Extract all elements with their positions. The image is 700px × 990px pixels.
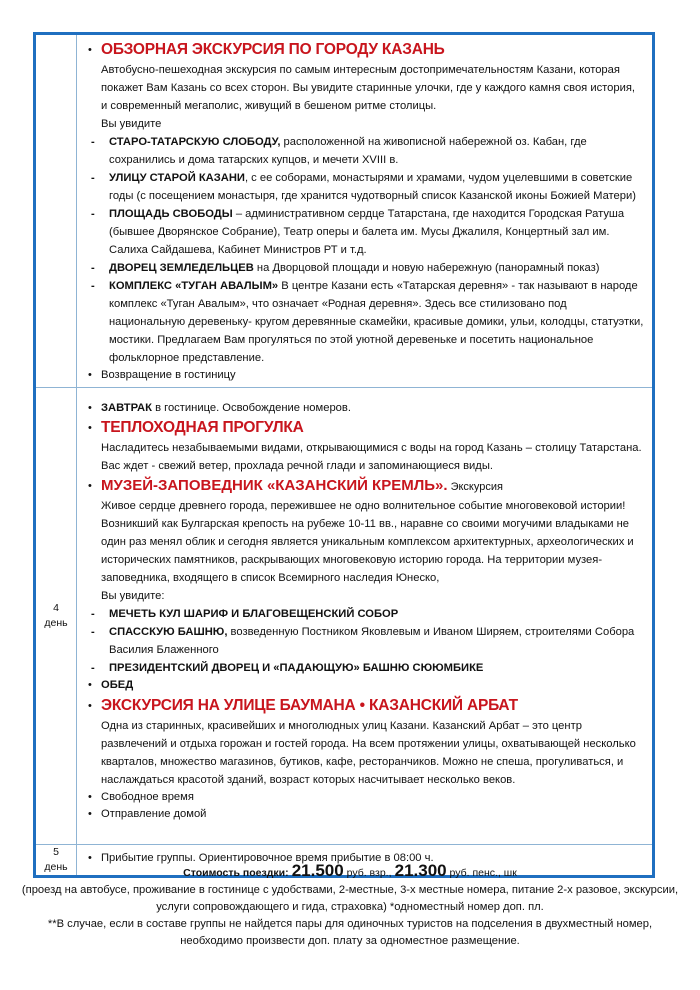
day-number: 5 <box>53 845 59 858</box>
city-tour-sights <box>101 133 644 367</box>
return-to-hotel: • Возвращение в гостиницу <box>85 367 644 385</box>
sight-item: - СПАССКУЮ БАШНЮ, возведенную Постником Яковлевым и Иваном Ширяем, строителями Собора Василия Блаженного <box>85 623 644 659</box>
bauman-title: • ЭКСКУРСИЯ НА УЛИЦЕ БАУМАНА • КАЗАНСКИЙ АРБАТ <box>101 696 518 714</box>
lunch-item: • ОБЕД <box>85 677 644 695</box>
sight-item: - УЛИЦУ СТАРОЙ КАЗАНИ, с ее соборами, монастырями и храмами, чудом уцелевшими в советские годы (с посещением монастыря, где хранится чудотворный список Казанской иконы Божией Матери) <box>85 169 644 205</box>
itinerary-table <box>33 32 655 878</box>
day4-content <box>77 388 652 844</box>
boat-trip-description: Насладитесь незабываемыми видами, открывающимися с воды на город Казань – столицу Татарстана. Вас ждет - свежий ветер, прохлада речной глади и запоминающиеся виды. <box>101 442 642 472</box>
free-time-item: • Свободное время <box>85 789 644 807</box>
pricing-section <box>20 862 680 950</box>
sight-item: - ПЛОЩАДЬ СВОБОДЫ – административном сердце Татарстана, где находится Городская Ратуша (бывшее Дворянское Собрание), Театр оперы и балета им. Мусы Джалиля, Концертный зал им. Салиха Сайдашева, Кабинет Министров РТ и т.д. <box>85 205 644 259</box>
city-tour-description: Автобусно-пешеходная экскурсия по самым интересным достопримечательностям Казани, которая покажет Вам Казань со всех сторон. Вы увидите старинные улочки, где у каждого камня своя история, и современный мегаполис, живущий в бешеном ритме столицы. <box>101 64 636 112</box>
price-line <box>20 862 680 882</box>
day-number: 4 <box>53 601 59 614</box>
adult-price-unit: руб. взр., <box>343 867 392 879</box>
price-label: Стоимость поездки: <box>183 867 289 879</box>
price-includes: (проезд на автобусе, проживание в гостинице с удобствами, 2-местные, 3-х местные номера, питание 2-х разовое, экскурсии, услуги сопровождающего и гида, страховка) *одноместный номер доп. пл. <box>21 884 679 913</box>
city-tour-item <box>85 39 644 367</box>
kremlin-item <box>85 475 644 677</box>
day-label: день <box>44 616 68 629</box>
senior-price: 21.300 <box>394 861 447 880</box>
itinerary-row-day3 <box>36 35 652 387</box>
day3-content <box>77 35 652 387</box>
bauman-item <box>85 695 644 789</box>
day-label: день <box>44 860 68 873</box>
price-note: **В случае, если в составе группы не найдется пары для одиночных туристов на подселения в двухместный номер, необходимо произвести доп. плату за одноместное размещение. <box>47 918 653 947</box>
arrival-item: • Прибытие группы. Ориентировочное время прибытие в 08:00 ч. <box>85 850 644 868</box>
sight-item: - ДВОРЕЦ ЗЕМЛЕДЕЛЬЦЕВ на Дворцовой площади и новую набережную (панорамный показ) <box>85 259 644 277</box>
sight-item: - КОМПЛЕКС «ТУГАН АВАЛЫМ» В центре Казани есть «Татарская деревня» - так называют в народе комплекс «Туган Авалым», что означает «Родная деревня». Здесь все стилизовано под национальную деревеньку- кругом деревянные скамейки, красивые домики, ульи, колодцы, статуэтки, мостики. Предлагаем Вам прогуляться по этой уютной деревеньке и посетить национальное фольклорное представление. <box>85 277 644 367</box>
bauman-description: Одна из старинных, красивейших и многолюдных улиц Казани. Казанский Арбат – это центр развлечений и отдыха горожан и гостей города. На всем протяжении улицы, охватывающей несколько кварталов, множество магазинов, бутиков, кафе, ресторанчиков. Можно не спеша, прогуливаться, и наслаждаться красотой зданий, возраст которых насчитывает несколько веков. <box>101 719 636 786</box>
adult-price: 21.500 <box>291 861 344 880</box>
day-cell-4 <box>36 388 77 844</box>
you-see-label: Вы увидите: <box>101 590 165 602</box>
kremlin-suffix: Экскурсия <box>447 481 503 493</box>
you-see-label: Вы увидите <box>101 118 162 130</box>
departure-item: • Отправление домой <box>85 806 644 824</box>
day-cell-empty <box>36 35 77 387</box>
city-tour-title: • ОБЗОРНАЯ ЭКСКУРСИЯ ПО ГОРОДУ КАЗАНЬ <box>101 41 445 58</box>
boat-trip-title: • ТЕПЛОХОДНАЯ ПРОГУЛКА <box>101 419 304 436</box>
kremlin-title: МУЗЕЙ-ЗАПОВЕДНИК «КАЗАНСКИЙ КРЕМЛЬ». <box>101 477 448 494</box>
sight-item: - ПРЕЗИДЕНТСКИЙ ДВОРЕЦ И «ПАДАЮЩУЮ» БАШНЮ СЮЮМБИКЕ <box>85 659 644 677</box>
kremlin-description: Живое сердце древнего города, пережившее не одно волнительное событие многовековой истории! Возникший как Булгарская крепость на рубеже 10-11 вв., наравне со своими могучими владыками не один раз менял облик и сегодня является уникальным комплексом архитектурных, археологических и исторических памятников, раскрывающих многовековую историю города. На территории музея-заповедника, входящего в список Всемирного наследия Юнеско, <box>101 500 634 584</box>
kremlin-sights <box>101 605 644 677</box>
boat-trip-item <box>85 417 644 475</box>
sight-item: - СТАРО-ТАТАРСКУЮ СЛОБОДУ, расположенной на живописной набережной оз. Кабан, где сохранились и дома татарских купцов, и мечети XVIII в. <box>85 133 644 169</box>
senior-price-unit: руб. пенс., шк <box>446 867 517 879</box>
breakfast-item: • ЗАВТРАК в гостинице. Освобождение номеров. <box>85 400 644 418</box>
sight-item: - МЕЧЕТЬ КУЛ ШАРИФ И БЛАГОВЕЩЕНСКИЙ СОБОР <box>85 605 644 623</box>
itinerary-row-day4 <box>36 387 652 844</box>
